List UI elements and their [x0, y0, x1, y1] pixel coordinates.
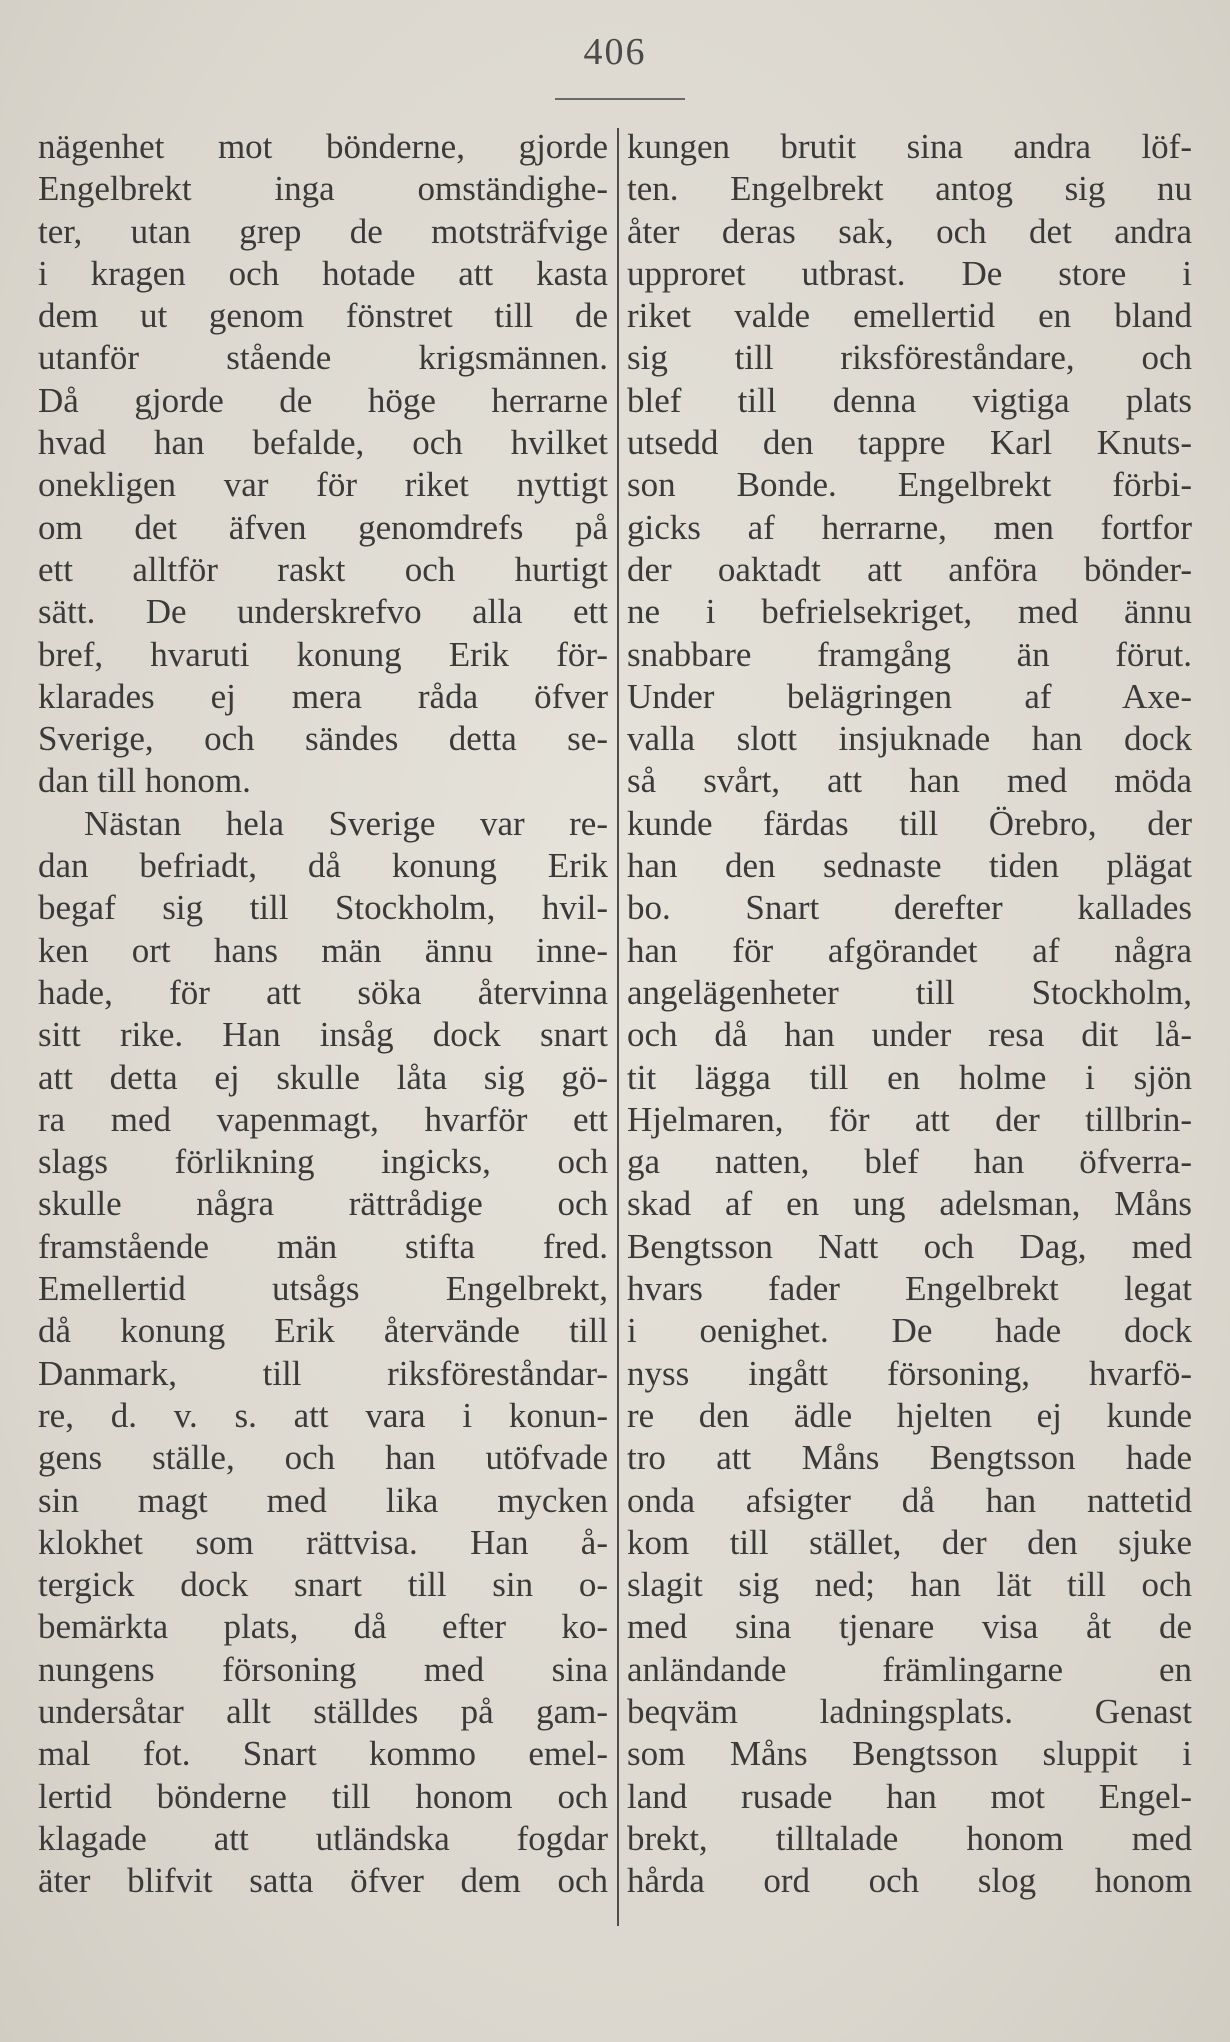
text-line: han den sednaste tiden plägat	[627, 846, 1192, 886]
text-line: land rusade han mot Engel-	[627, 1776, 1192, 1816]
text-line: om det äfven genomdrefs på	[38, 507, 608, 547]
text-line: kungen brutit sina andra löf-	[627, 127, 1192, 166]
text-line: sätt. De underskrefvo alla ett	[38, 592, 608, 632]
text-line: ten. Engelbrekt antog sig nu	[627, 169, 1192, 209]
page-number: 406	[583, 31, 647, 73]
text-line: Då gjorde de höge herrarne	[38, 380, 608, 420]
text-line: lertid bönderne till honom och	[38, 1776, 608, 1816]
text-line: bref, hvaruti konung Erik för-	[38, 634, 608, 674]
text-line: gens ställe, och han utöfvade	[38, 1438, 608, 1478]
text-line: der oaktadt att anföra bönder-	[627, 549, 1192, 589]
text-line: mal fot. Snart kommo emel-	[38, 1734, 608, 1774]
text-line: hade, för att söka återvinna	[38, 972, 608, 1012]
column-divider	[617, 128, 619, 1926]
text-line: ne i befrielsekriget, med ännu	[627, 592, 1192, 632]
text-line: klagade att utländska fogdar	[38, 1818, 608, 1858]
text-line: begaf sig till Stockholm, hvil-	[38, 888, 608, 928]
text-line: i oenighet. De hade dock	[627, 1311, 1192, 1351]
text-line: tro att Måns Bengtsson hade	[627, 1438, 1192, 1478]
text-line: äter blifvit satta öfver dem och	[38, 1861, 608, 1901]
text-line: dan befriadt, då konung Erik	[38, 846, 608, 886]
text-line: blef till denna vigtiga plats	[627, 380, 1192, 420]
text-line: kom till stället, der den sjuke	[627, 1522, 1192, 1562]
text-line: Sverige, och sändes detta se-	[38, 719, 608, 759]
text-line: onda afsigter då han nattetid	[627, 1480, 1192, 1520]
text-line: Nästan hela Sverige var re-	[84, 803, 608, 843]
text-line: slags förlikning ingicks, och	[38, 1142, 608, 1182]
text-line: ter, utan grep de motsträfvige	[38, 211, 608, 251]
header-rule	[555, 98, 685, 100]
text-line: Danmark, till riksföreståndar-	[38, 1353, 608, 1393]
text-line: utanför stående krigsmännen.	[38, 338, 608, 378]
text-line: så svårt, att han med möda	[627, 761, 1192, 801]
text-line: att detta ej skulle låta sig gö-	[38, 1057, 608, 1097]
text-line: dem ut genom fönstret till de	[38, 296, 608, 336]
text-line: skulle några rättrådige och	[38, 1184, 608, 1224]
text-line: slagit sig ned; han lät till och	[627, 1565, 1192, 1605]
text-line: brekt, tilltalade honom med	[627, 1818, 1192, 1858]
text-line: sin magt med lika mycken	[38, 1480, 608, 1520]
text-line: sig till riksföreståndare, och	[627, 338, 1192, 378]
text-line: angelägenheter till Stockholm,	[627, 972, 1192, 1012]
text-line: hårda ord och slog honom	[627, 1861, 1192, 1901]
text-line: framstående män stifta fred.	[38, 1226, 608, 1266]
text-line: klarades ej mera råda öfver	[38, 676, 608, 716]
left-column	[38, 126, 608, 1902]
text-line: valla slott insjuknade han dock	[627, 719, 1192, 759]
text-line: gicks af herrarne, men fortfor	[627, 507, 1192, 547]
text-line: Emellertid utsågs Engelbrekt,	[38, 1269, 608, 1309]
text-line: re, d. v. s. att vara i konun-	[38, 1395, 608, 1435]
text-line: Under belägringen af Axe-	[627, 676, 1192, 716]
text-line: riket valde emellertid en bland	[627, 296, 1192, 336]
text-line: som Måns Bengtsson sluppit i	[627, 1734, 1192, 1774]
text-line: ga natten, blef han öfverra-	[627, 1142, 1192, 1182]
text-line: bemärkta plats, då efter ko-	[38, 1607, 608, 1647]
text-line: hvad han befalde, och hvilket	[38, 423, 608, 463]
text-line: skad af en ung adelsman, Måns	[627, 1184, 1192, 1224]
text-line: tergick dock snart till sin o-	[38, 1565, 608, 1605]
text-line: dan till honom.	[38, 761, 251, 801]
text-line: Bengtsson Natt och Dag, med	[627, 1226, 1192, 1266]
text-line: snabbare framgång än förut.	[627, 634, 1192, 674]
text-line: ett alltför raskt och hurtigt	[38, 549, 608, 589]
text-line: klokhet som rättvisa. Han å-	[38, 1522, 608, 1562]
text-line: re den ädle hjelten ej kunde	[627, 1395, 1192, 1435]
text-line: son Bonde. Engelbrekt förbi-	[627, 465, 1192, 505]
text-line: hvars fader Engelbrekt legat	[627, 1269, 1192, 1309]
text-line: med sina tjenare visa åt de	[627, 1607, 1192, 1647]
text-line: tit lägga till en holme i sjön	[627, 1057, 1192, 1097]
text-line: och då han under resa dit lå-	[627, 1015, 1192, 1055]
text-line: då konung Erik återvände till	[38, 1311, 608, 1351]
text-line: ken ort hans män ännu inne-	[38, 930, 608, 970]
text-line: utsedd den tappre Karl Knuts-	[627, 423, 1192, 463]
text-line: sitt rike. Han insåg dock snart	[38, 1015, 608, 1055]
text-line: Hjelmaren, för att der tillbrin-	[627, 1099, 1192, 1139]
text-line: i kragen och hotade att kasta	[38, 253, 608, 293]
text-line: onekligen var för riket nyttigt	[38, 465, 608, 505]
text-line: han för afgörandet af några	[627, 930, 1192, 970]
text-line: kunde färdas till Örebro, der	[627, 803, 1192, 843]
text-line: bo. Snart derefter kallades	[627, 888, 1192, 928]
text-line: undersåtar allt ställdes på gam-	[38, 1691, 608, 1731]
text-line: nyss ingått försoning, hvarfö-	[627, 1353, 1192, 1393]
text-line: nungens försoning med sina	[38, 1649, 608, 1689]
text-line: åter deras sak, och det andra	[627, 211, 1192, 251]
text-line: beqväm ladningsplats. Genast	[627, 1691, 1192, 1731]
text-line: Engelbrekt inga omständighe-	[38, 169, 608, 209]
text-line: upproret utbrast. De store i	[627, 253, 1192, 293]
text-line: ra med vapenmagt, hvarför ett	[38, 1099, 608, 1139]
right-column	[627, 126, 1192, 1902]
text-line: anländande främlingarne en	[627, 1649, 1192, 1689]
text-line: nägenhet mot bönderne, gjorde	[38, 127, 608, 166]
